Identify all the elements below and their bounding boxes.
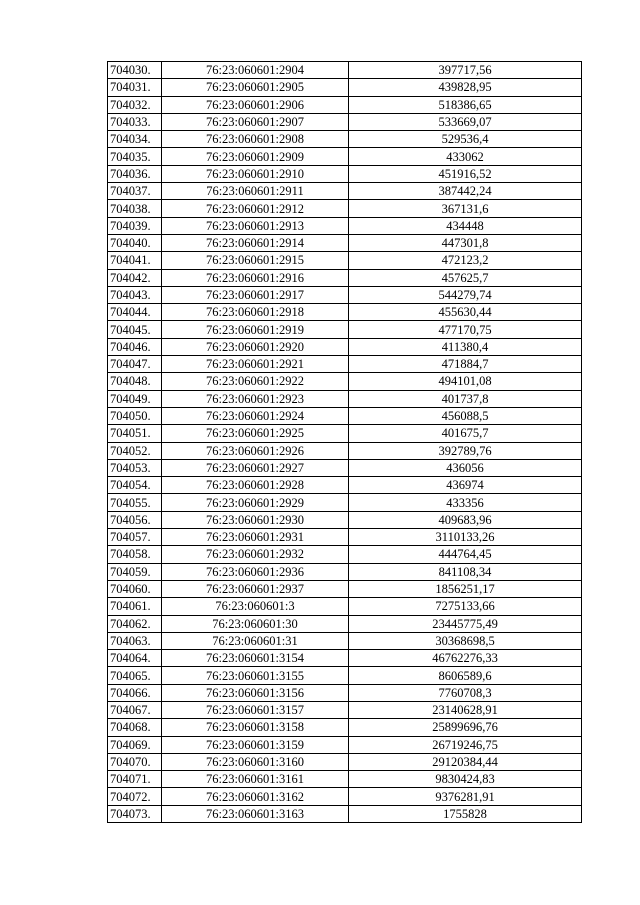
cadastral-value-cell: 494101,08 <box>349 373 582 390</box>
table-row <box>108 667 582 684</box>
cadastral-number-cell: 76:23:060601:3162 <box>162 788 349 805</box>
row-number-cell: 704050. <box>108 407 162 424</box>
table-row <box>108 753 582 770</box>
cadastral-number-cell: 76:23:060601:2908 <box>162 131 349 148</box>
cadastral-number-cell: 76:23:060601:3157 <box>162 701 349 718</box>
row-number-cell: 704043. <box>108 286 162 303</box>
cadastral-number-cell: 76:23:060601:3163 <box>162 805 349 822</box>
table-row <box>108 286 582 303</box>
row-number-cell: 704072. <box>108 788 162 805</box>
row-number-cell: 704030. <box>108 62 162 79</box>
cadastral-number-cell: 76:23:060601:2921 <box>162 356 349 373</box>
cadastral-value-cell: 46762276,33 <box>349 650 582 667</box>
cadastral-number-cell: 76:23:060601:30 <box>162 615 349 632</box>
cadastral-number-cell: 76:23:060601:2907 <box>162 113 349 130</box>
cadastral-number-cell: 76:23:060601:3 <box>162 598 349 615</box>
cadastral-value-cell: 544279,74 <box>349 286 582 303</box>
row-number-cell: 704060. <box>108 580 162 597</box>
cadastral-value-cell: 409683,96 <box>349 511 582 528</box>
row-number-cell: 704055. <box>108 494 162 511</box>
cadastral-value-cell: 26719246,75 <box>349 736 582 753</box>
cadastral-number-cell: 76:23:060601:2920 <box>162 338 349 355</box>
cadastral-number-cell: 76:23:060601:2929 <box>162 494 349 511</box>
table-row <box>108 459 582 476</box>
cadastral-value-cell: 436056 <box>349 459 582 476</box>
cadastral-number-cell: 76:23:060601:31 <box>162 632 349 649</box>
cadastral-value-cell: 455630,44 <box>349 304 582 321</box>
table-row <box>108 511 582 528</box>
cadastral-number-cell: 76:23:060601:3156 <box>162 684 349 701</box>
cadastral-value-cell: 444764,45 <box>349 546 582 563</box>
row-number-cell: 704036. <box>108 165 162 182</box>
cadastral-number-cell: 76:23:060601:2924 <box>162 407 349 424</box>
row-number-cell: 704064. <box>108 650 162 667</box>
cadastral-number-cell: 76:23:060601:2926 <box>162 442 349 459</box>
row-number-cell: 704063. <box>108 632 162 649</box>
row-number-cell: 704056. <box>108 511 162 528</box>
cadastral-number-cell: 76:23:060601:2927 <box>162 459 349 476</box>
row-number-cell: 704042. <box>108 269 162 286</box>
table-row <box>108 442 582 459</box>
table-row <box>108 96 582 113</box>
row-number-cell: 704051. <box>108 425 162 442</box>
cadastral-number-cell: 76:23:060601:2915 <box>162 252 349 269</box>
table-row <box>108 269 582 286</box>
cadastral-value-cell: 1856251,17 <box>349 580 582 597</box>
cadastral-value-cell: 477170,75 <box>349 321 582 338</box>
table-row <box>108 183 582 200</box>
cadastral-value-cell: 3110133,26 <box>349 529 582 546</box>
cadastral-value-cell: 401675,7 <box>349 425 582 442</box>
cadastral-value-cell: 518386,65 <box>349 96 582 113</box>
cadastral-value-cell: 367131,6 <box>349 200 582 217</box>
row-number-cell: 704037. <box>108 183 162 200</box>
row-number-cell: 704038. <box>108 200 162 217</box>
cadastral-value-cell: 439828,95 <box>349 79 582 96</box>
row-number-cell: 704058. <box>108 546 162 563</box>
row-number-cell: 704033. <box>108 113 162 130</box>
cadastral-number-cell: 76:23:060601:2925 <box>162 425 349 442</box>
row-number-cell: 704061. <box>108 598 162 615</box>
cadastral-value-cell: 472123,2 <box>349 252 582 269</box>
cadastral-number-cell: 76:23:060601:2912 <box>162 200 349 217</box>
table-row <box>108 390 582 407</box>
cadastral-number-cell: 76:23:060601:2904 <box>162 62 349 79</box>
row-number-cell: 704046. <box>108 338 162 355</box>
cadastral-number-cell: 76:23:060601:2937 <box>162 580 349 597</box>
table-row <box>108 234 582 251</box>
cadastral-number-cell: 76:23:060601:2910 <box>162 165 349 182</box>
row-number-cell: 704049. <box>108 390 162 407</box>
table-body <box>108 62 582 823</box>
cadastral-number-cell: 76:23:060601:3160 <box>162 753 349 770</box>
row-number-cell: 704053. <box>108 459 162 476</box>
row-number-cell: 704057. <box>108 529 162 546</box>
table-row <box>108 615 582 632</box>
cadastral-number-cell: 76:23:060601:2928 <box>162 477 349 494</box>
cadastral-value-cell: 23140628,91 <box>349 701 582 718</box>
table-row <box>108 650 582 667</box>
row-number-cell: 704067. <box>108 701 162 718</box>
table-row <box>108 113 582 130</box>
cadastral-value-table <box>107 61 582 823</box>
row-number-cell: 704068. <box>108 719 162 736</box>
row-number-cell: 704066. <box>108 684 162 701</box>
cadastral-value-cell: 7760708,3 <box>349 684 582 701</box>
table-row <box>108 425 582 442</box>
row-number-cell: 704070. <box>108 753 162 770</box>
cadastral-value-cell: 29120384,44 <box>349 753 582 770</box>
table-row <box>108 79 582 96</box>
table-row <box>108 684 582 701</box>
row-number-cell: 704048. <box>108 373 162 390</box>
cadastral-value-cell: 9830424,83 <box>349 771 582 788</box>
cadastral-value-cell: 401737,8 <box>349 390 582 407</box>
row-number-cell: 704073. <box>108 805 162 822</box>
table-row <box>108 788 582 805</box>
cadastral-number-cell: 76:23:060601:2911 <box>162 183 349 200</box>
cadastral-number-cell: 76:23:060601:2914 <box>162 234 349 251</box>
cadastral-value-cell: 392789,76 <box>349 442 582 459</box>
cadastral-number-cell: 76:23:060601:2922 <box>162 373 349 390</box>
table-row <box>108 131 582 148</box>
cadastral-number-cell: 76:23:060601:3159 <box>162 736 349 753</box>
row-number-cell: 704052. <box>108 442 162 459</box>
cadastral-value-cell: 457625,7 <box>349 269 582 286</box>
row-number-cell: 704059. <box>108 563 162 580</box>
row-number-cell: 704062. <box>108 615 162 632</box>
table-row <box>108 546 582 563</box>
table-row <box>108 632 582 649</box>
table-row <box>108 701 582 718</box>
cadastral-number-cell: 76:23:060601:3158 <box>162 719 349 736</box>
cadastral-number-cell: 76:23:060601:2905 <box>162 79 349 96</box>
cadastral-number-cell: 76:23:060601:2919 <box>162 321 349 338</box>
table-row <box>108 338 582 355</box>
cadastral-value-cell: 25899696,76 <box>349 719 582 736</box>
cadastral-number-cell: 76:23:060601:2909 <box>162 148 349 165</box>
table-row <box>108 529 582 546</box>
table-row <box>108 477 582 494</box>
table-row <box>108 165 582 182</box>
row-number-cell: 704071. <box>108 771 162 788</box>
cadastral-value-cell: 436974 <box>349 477 582 494</box>
table-row <box>108 580 582 597</box>
table-row <box>108 598 582 615</box>
table-row <box>108 148 582 165</box>
table-row <box>108 252 582 269</box>
row-number-cell: 704054. <box>108 477 162 494</box>
table-row <box>108 321 582 338</box>
cadastral-value-cell: 8606589,6 <box>349 667 582 684</box>
cadastral-value-cell: 529536,4 <box>349 131 582 148</box>
cadastral-value-cell: 841108,34 <box>349 563 582 580</box>
cadastral-value-cell: 387442,24 <box>349 183 582 200</box>
table-row <box>108 563 582 580</box>
cadastral-value-cell: 9376281,91 <box>349 788 582 805</box>
table-row <box>108 356 582 373</box>
row-number-cell: 704034. <box>108 131 162 148</box>
cadastral-number-cell: 76:23:060601:2931 <box>162 529 349 546</box>
cadastral-number-cell: 76:23:060601:2936 <box>162 563 349 580</box>
cadastral-number-cell: 76:23:060601:2918 <box>162 304 349 321</box>
cadastral-number-cell: 76:23:060601:3155 <box>162 667 349 684</box>
table-row <box>108 407 582 424</box>
row-number-cell: 704069. <box>108 736 162 753</box>
cadastral-number-cell: 76:23:060601:2917 <box>162 286 349 303</box>
cadastral-value-cell: 434448 <box>349 217 582 234</box>
row-number-cell: 704045. <box>108 321 162 338</box>
table-row <box>108 373 582 390</box>
row-number-cell: 704035. <box>108 148 162 165</box>
cadastral-value-cell: 447301,8 <box>349 234 582 251</box>
table-row <box>108 805 582 822</box>
table-row <box>108 494 582 511</box>
row-number-cell: 704039. <box>108 217 162 234</box>
cadastral-value-cell: 30368698,5 <box>349 632 582 649</box>
row-number-cell: 704031. <box>108 79 162 96</box>
row-number-cell: 704040. <box>108 234 162 251</box>
row-number-cell: 704065. <box>108 667 162 684</box>
table-row <box>108 719 582 736</box>
table-row <box>108 771 582 788</box>
cadastral-number-cell: 76:23:060601:2923 <box>162 390 349 407</box>
table-row <box>108 200 582 217</box>
table-row <box>108 62 582 79</box>
cadastral-value-cell: 397717,56 <box>349 62 582 79</box>
cadastral-value-cell: 23445775,49 <box>349 615 582 632</box>
cadastral-value-cell: 471884,7 <box>349 356 582 373</box>
table-row <box>108 736 582 753</box>
cadastral-value-cell: 433356 <box>349 494 582 511</box>
cadastral-value-cell: 411380,4 <box>349 338 582 355</box>
cadastral-value-cell: 456088,5 <box>349 407 582 424</box>
cadastral-value-cell: 451916,52 <box>349 165 582 182</box>
cadastral-value-cell: 433062 <box>349 148 582 165</box>
cadastral-number-cell: 76:23:060601:3161 <box>162 771 349 788</box>
row-number-cell: 704032. <box>108 96 162 113</box>
row-number-cell: 704044. <box>108 304 162 321</box>
table-row <box>108 217 582 234</box>
table-row <box>108 304 582 321</box>
cadastral-number-cell: 76:23:060601:2913 <box>162 217 349 234</box>
cadastral-value-cell: 1755828 <box>349 805 582 822</box>
cadastral-number-cell: 76:23:060601:2916 <box>162 269 349 286</box>
cadastral-value-cell: 7275133,66 <box>349 598 582 615</box>
row-number-cell: 704047. <box>108 356 162 373</box>
cadastral-value-cell: 533669,07 <box>349 113 582 130</box>
cadastral-number-cell: 76:23:060601:2932 <box>162 546 349 563</box>
row-number-cell: 704041. <box>108 252 162 269</box>
cadastral-number-cell: 76:23:060601:2930 <box>162 511 349 528</box>
cadastral-number-cell: 76:23:060601:2906 <box>162 96 349 113</box>
cadastral-number-cell: 76:23:060601:3154 <box>162 650 349 667</box>
